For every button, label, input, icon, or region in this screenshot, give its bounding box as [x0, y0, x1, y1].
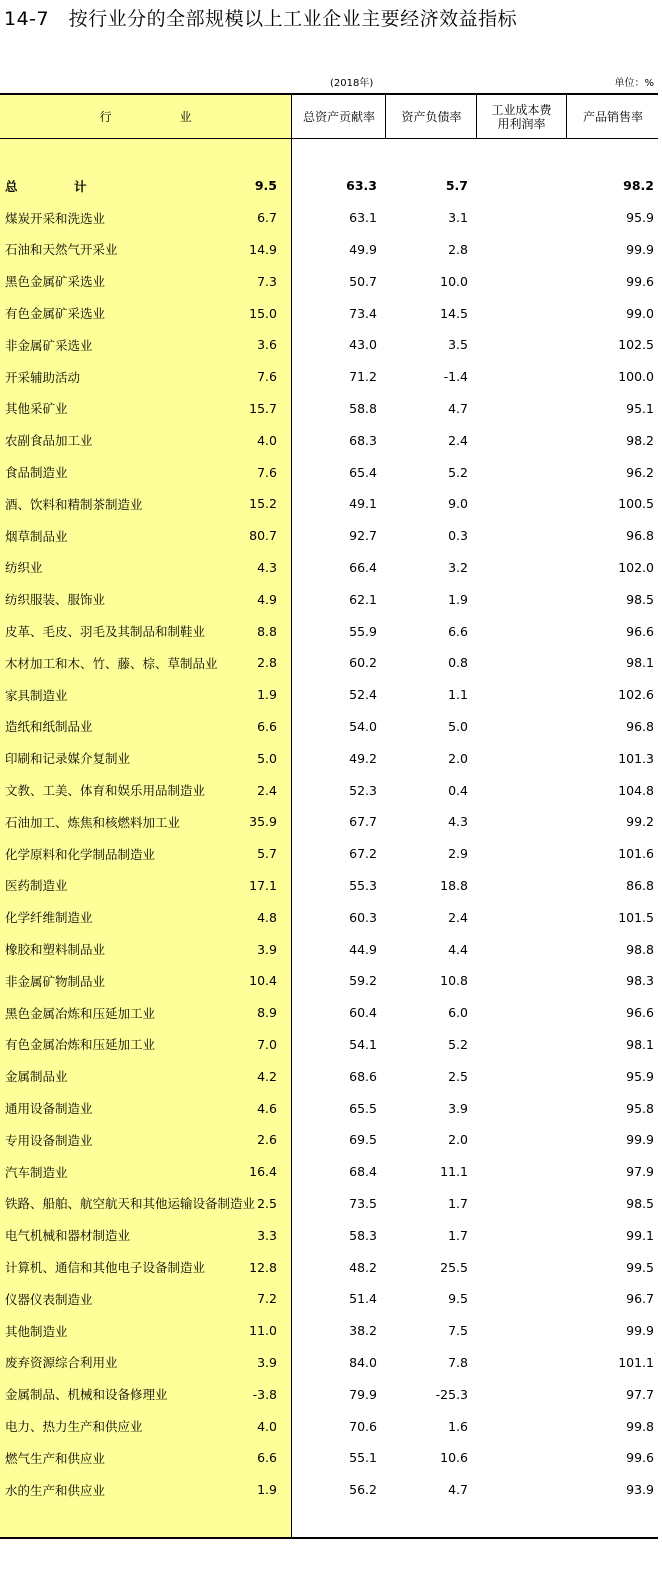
table-row	[0, 1188, 658, 1220]
sales-ratio-value: 99.6	[626, 1450, 654, 1466]
debt-ratio-value: 54.0	[349, 718, 377, 734]
total-asset-contribution-value: 80.7	[249, 528, 277, 544]
total-asset-contribution-value: 8.9	[257, 1005, 277, 1021]
cost-profit-ratio-value: 4.7	[448, 400, 468, 416]
sales-ratio-value: 99.9	[626, 241, 654, 257]
sales-ratio-value: 98.5	[626, 591, 654, 607]
industry-name: 金属制品业	[5, 1069, 68, 1085]
cost-profit-ratio-value: 0.4	[448, 782, 468, 798]
debt-ratio-value: 58.8	[349, 400, 377, 416]
industry-name: 黑色金属矿采选业	[5, 274, 106, 290]
total-asset-contribution-value: 4.3	[257, 559, 277, 575]
cost-profit-ratio-value: 9.5	[448, 1291, 468, 1307]
debt-ratio-value: 73.4	[349, 305, 377, 321]
industry-name: 煤炭开采和洗选业	[5, 210, 106, 226]
cost-profit-ratio-value: 10.8	[440, 973, 468, 989]
industry-name: 印刷和记录媒介复制业	[5, 751, 131, 767]
sales-ratio-value: 101.5	[618, 909, 654, 925]
sales-ratio-value: 98.2	[626, 432, 654, 448]
industry-name: 开采辅助活动	[5, 369, 81, 385]
table-row	[0, 1442, 658, 1474]
total-row	[0, 170, 658, 202]
cost-profit-ratio-value: 5.2	[448, 1036, 468, 1052]
cost-profit-ratio-value: 7.8	[448, 1354, 468, 1370]
industry-name: 纺织服装、服饰业	[5, 592, 106, 608]
industry-name: 仪器仪表制造业	[5, 1291, 93, 1307]
cost-profit-ratio-value: -1.4	[443, 369, 468, 385]
sales-ratio-value: 99.5	[626, 1259, 654, 1275]
sales-ratio-value: 96.7	[626, 1291, 654, 1307]
sales-ratio-value: 99.8	[626, 1418, 654, 1434]
table-row	[0, 679, 658, 711]
table-row	[0, 1410, 658, 1442]
debt-ratio-value: 65.5	[349, 1100, 377, 1116]
cost-profit-ratio-value: 2.4	[448, 432, 468, 448]
sales-ratio-value: 98.1	[626, 655, 654, 671]
industry-name: 燃气生产和供应业	[5, 1450, 106, 1466]
industry-name: 铁路、船舶、航空航天和其他运输设备制造业	[5, 1196, 256, 1212]
cost-profit-ratio-value: 2.0	[448, 1132, 468, 1148]
debt-ratio-value: 48.2	[349, 1259, 377, 1275]
table-row	[0, 488, 658, 520]
debt-ratio-value: 92.7	[349, 528, 377, 544]
industry-name: 烟草制品业	[5, 528, 68, 544]
industry-name: 计算机、通信和其他电子设备制造业	[5, 1260, 206, 1276]
industry-name: 有色金属冶炼和压延加工业	[5, 1037, 156, 1053]
industry-name: 皮革、毛皮、羽毛及其制品和制鞋业	[5, 624, 206, 640]
debt-ratio-value: 49.2	[349, 750, 377, 766]
unit-label: 单位：%	[614, 78, 654, 89]
sales-ratio-value: 95.9	[626, 210, 654, 226]
table-row	[0, 774, 658, 806]
sales-ratio-value: 96.2	[626, 464, 654, 480]
sales-ratio-value: 102.5	[618, 337, 654, 353]
table-row	[0, 520, 658, 552]
total-asset-contribution-value: 2.6	[257, 1132, 277, 1148]
industry-name: 非金属矿物制品业	[5, 973, 106, 989]
industry-name: 化学纤维制造业	[5, 910, 93, 926]
cost-profit-ratio-value: 3.9	[448, 1100, 468, 1116]
cost-profit-ratio-value: 11.1	[440, 1164, 468, 1180]
sales-ratio-value: 101.1	[618, 1354, 654, 1370]
sales-ratio-value: 100.5	[618, 496, 654, 512]
table-row	[0, 806, 658, 838]
debt-ratio-value: 67.7	[349, 814, 377, 830]
industry-name: 其他采矿业	[5, 401, 68, 417]
table-row	[0, 838, 658, 870]
cost-profit-ratio-value: 2.0	[448, 750, 468, 766]
debt-ratio-value: 52.3	[349, 782, 377, 798]
total-asset-contribution-value: 4.0	[257, 432, 277, 448]
cost-profit-ratio-value: 4.3	[448, 814, 468, 830]
sales-ratio-value: 98.1	[626, 1036, 654, 1052]
total-asset-contribution-value: 4.8	[257, 909, 277, 925]
cost-profit-ratio-value: -25.3	[435, 1386, 468, 1402]
table-row	[0, 393, 658, 425]
sales-ratio-value: 98.2	[623, 178, 654, 194]
total-asset-contribution-value: 4.0	[257, 1418, 277, 1434]
total-asset-contribution-value: 4.6	[257, 1100, 277, 1116]
debt-ratio-value: 58.3	[349, 1227, 377, 1243]
table-row	[0, 424, 658, 456]
debt-ratio-value: 79.9	[349, 1386, 377, 1402]
total-asset-contribution-value: 4.2	[257, 1068, 277, 1084]
industry-name: 电气机械和器材制造业	[5, 1228, 131, 1244]
debt-ratio-value: 56.2	[349, 1482, 377, 1498]
debt-ratio-value: 67.2	[349, 846, 377, 862]
debt-ratio-value: 55.9	[349, 623, 377, 639]
table-row	[0, 1124, 658, 1156]
debt-ratio-value: 84.0	[349, 1354, 377, 1370]
total-asset-contribution-value: 7.2	[257, 1291, 277, 1307]
table-row	[0, 1092, 658, 1124]
cost-profit-ratio-value: 6.6	[448, 623, 468, 639]
table-row	[0, 1219, 658, 1251]
debt-ratio-value: 50.7	[349, 273, 377, 289]
total-asset-contribution-value: 8.8	[257, 623, 277, 639]
table-row	[0, 1315, 658, 1347]
sales-ratio-value: 99.9	[626, 1132, 654, 1148]
header-industry	[0, 95, 291, 138]
total-asset-contribution-value: 6.6	[257, 1450, 277, 1466]
table-row	[0, 456, 658, 488]
header-cost-profit-ratio: 工业成本费用利润率	[476, 95, 566, 138]
sales-ratio-value: 100.0	[618, 369, 654, 385]
sales-ratio-value: 93.9	[626, 1482, 654, 1498]
debt-ratio-value: 62.1	[349, 591, 377, 607]
industry-name: 造纸和纸制品业	[5, 719, 93, 735]
sales-ratio-value: 102.6	[618, 687, 654, 703]
sales-ratio-value: 95.1	[626, 400, 654, 416]
sales-ratio-value: 98.3	[626, 973, 654, 989]
debt-ratio-value: 43.0	[349, 337, 377, 353]
industry-name: 汽车制造业	[5, 1164, 68, 1180]
table-row	[0, 933, 658, 965]
sales-ratio-value: 97.9	[626, 1164, 654, 1180]
total-asset-contribution-value: 6.7	[257, 210, 277, 226]
total-asset-contribution-value: 7.6	[257, 369, 277, 385]
cost-profit-ratio-value: 2.5	[448, 1068, 468, 1084]
debt-ratio-value: 63.1	[349, 210, 377, 226]
debt-ratio-value: 60.4	[349, 1005, 377, 1021]
debt-ratio-value: 55.3	[349, 877, 377, 893]
cost-profit-ratio-value: 3.5	[448, 337, 468, 353]
sales-ratio-value: 97.7	[626, 1386, 654, 1402]
debt-ratio-value: 68.6	[349, 1068, 377, 1084]
sales-ratio-value: 96.8	[626, 528, 654, 544]
debt-ratio-value: 49.1	[349, 496, 377, 512]
cost-profit-ratio-value: 2.8	[448, 241, 468, 257]
table-row	[0, 742, 658, 774]
cost-profit-ratio-value: 7.5	[448, 1323, 468, 1339]
cost-profit-ratio-value: 4.7	[448, 1482, 468, 1498]
table-row	[0, 1474, 658, 1506]
total-asset-contribution-value: 7.6	[257, 464, 277, 480]
sales-ratio-value: 99.0	[626, 305, 654, 321]
cost-profit-ratio-value: 10.0	[440, 273, 468, 289]
total-asset-contribution-value: 3.3	[257, 1227, 277, 1243]
total-asset-contribution-value: 10.4	[249, 973, 277, 989]
total-asset-contribution-value: 16.4	[249, 1164, 277, 1180]
sales-ratio-value: 104.8	[618, 782, 654, 798]
sales-ratio-value: 95.8	[626, 1100, 654, 1116]
industry-name: 木材加工和木、竹、藤、棕、草制品业	[5, 655, 218, 671]
header-total-asset-contribution: 总资产贡献率	[291, 95, 386, 138]
total-asset-contribution-value: 15.2	[249, 496, 277, 512]
total-asset-contribution-value: 3.9	[257, 941, 277, 957]
total-asset-contribution-value: 4.9	[257, 591, 277, 607]
sales-ratio-value: 98.5	[626, 1195, 654, 1211]
total-asset-contribution-value: 2.5	[257, 1195, 277, 1211]
cost-profit-ratio-value: 1.1	[448, 687, 468, 703]
cost-profit-ratio-value: 2.4	[448, 909, 468, 925]
debt-ratio-value: 73.5	[349, 1195, 377, 1211]
sales-ratio-value: 96.8	[626, 718, 654, 734]
cost-profit-ratio-value: 3.1	[448, 210, 468, 226]
debt-ratio-value: 63.3	[346, 178, 377, 194]
cost-profit-ratio-value: 14.5	[440, 305, 468, 321]
total-asset-contribution-value: 5.7	[257, 846, 277, 862]
cost-profit-ratio-value: 25.5	[440, 1259, 468, 1275]
debt-ratio-value: 60.2	[349, 655, 377, 671]
cost-profit-ratio-value: 5.7	[445, 178, 468, 194]
total-asset-contribution-value: 12.8	[249, 1259, 277, 1275]
industry-name: 电力、热力生产和供应业	[5, 1419, 143, 1435]
debt-ratio-value: 49.9	[349, 241, 377, 257]
cost-profit-ratio-value: 3.2	[448, 559, 468, 575]
industry-name: 金属制品、机械和设备修理业	[5, 1387, 168, 1403]
total-asset-contribution-value: 14.9	[249, 241, 277, 257]
table-row	[0, 1029, 658, 1061]
total-asset-contribution-value: 2.4	[257, 782, 277, 798]
industry-name: 食品制造业	[5, 465, 68, 481]
total-asset-contribution-value: 9.5	[254, 178, 277, 194]
cost-profit-ratio-value: 1.7	[448, 1227, 468, 1243]
cost-profit-ratio-value: 4.4	[448, 941, 468, 957]
sales-ratio-value: 95.9	[626, 1068, 654, 1084]
cost-profit-ratio-value: 18.8	[440, 877, 468, 893]
year-label: (2018年)	[330, 78, 374, 89]
table-row	[0, 901, 658, 933]
sales-ratio-value: 99.1	[626, 1227, 654, 1243]
cost-profit-ratio-value: 1.7	[448, 1195, 468, 1211]
cost-profit-ratio-value: 2.9	[448, 846, 468, 862]
table-row	[0, 647, 658, 679]
total-asset-contribution-value: 35.9	[249, 814, 277, 830]
total-asset-contribution-value: 5.0	[257, 750, 277, 766]
industry-name: 石油加工、炼焦和核燃料加工业	[5, 814, 181, 830]
table-row	[0, 615, 658, 647]
industry-name: 文教、工美、体育和娱乐用品制造业	[5, 783, 206, 799]
total-asset-contribution-value: 1.9	[257, 687, 277, 703]
industry-name: 橡胶和塑料制品业	[5, 942, 106, 958]
industry-name: 非金属矿采选业	[5, 337, 93, 353]
sales-ratio-value: 99.2	[626, 814, 654, 830]
table-row	[0, 711, 658, 743]
total-asset-contribution-value: 6.6	[257, 718, 277, 734]
cost-profit-ratio-value: 9.0	[448, 496, 468, 512]
sales-ratio-value: 98.8	[626, 941, 654, 957]
industry-name: 其他制造业	[5, 1323, 68, 1339]
table-row	[0, 965, 658, 997]
page-title: 14-7 按行业分的全部规模以上工业企业主要经济效益指标	[4, 8, 518, 30]
sales-ratio-value: 102.0	[618, 559, 654, 575]
table-header	[0, 95, 658, 139]
sales-ratio-value: 86.8	[626, 877, 654, 893]
table-row	[0, 1060, 658, 1092]
table-row	[0, 583, 658, 615]
cost-profit-ratio-value: 5.0	[448, 718, 468, 734]
total-asset-contribution-value: 3.6	[257, 337, 277, 353]
sales-ratio-value: 101.3	[618, 750, 654, 766]
data-table	[0, 93, 658, 1539]
debt-ratio-value: 70.6	[349, 1418, 377, 1434]
debt-ratio-value: 44.9	[349, 941, 377, 957]
debt-ratio-value: 65.4	[349, 464, 377, 480]
table-row	[0, 265, 658, 297]
header-industry-label: 行 业	[99, 109, 220, 124]
table-row	[0, 1347, 658, 1379]
debt-ratio-value: 60.3	[349, 909, 377, 925]
cost-profit-ratio-value: 0.8	[448, 655, 468, 671]
industry-name: 酒、饮料和精制茶制造业	[5, 496, 143, 512]
cost-profit-ratio-value: 1.6	[448, 1418, 468, 1434]
table-row	[0, 870, 658, 902]
industry-name: 水的生产和供应业	[5, 1482, 106, 1498]
header-debt-ratio: 资产负债率	[385, 95, 477, 138]
sales-ratio-value: 101.6	[618, 846, 654, 862]
debt-ratio-value: 71.2	[349, 369, 377, 385]
debt-ratio-value: 51.4	[349, 1291, 377, 1307]
industry-name: 通用设备制造业	[5, 1101, 93, 1117]
debt-ratio-value: 59.2	[349, 973, 377, 989]
table-row	[0, 329, 658, 361]
debt-ratio-value: 69.5	[349, 1132, 377, 1148]
cost-profit-ratio-value: 0.3	[448, 528, 468, 544]
total-asset-contribution-value: 7.0	[257, 1036, 277, 1052]
total-asset-contribution-value: 15.0	[249, 305, 277, 321]
debt-ratio-value: 68.4	[349, 1164, 377, 1180]
total-asset-contribution-value: 17.1	[249, 877, 277, 893]
sales-ratio-value: 99.9	[626, 1323, 654, 1339]
cost-profit-ratio-value: 10.6	[440, 1450, 468, 1466]
cost-profit-ratio-value: 6.0	[448, 1005, 468, 1021]
debt-ratio-value: 54.1	[349, 1036, 377, 1052]
total-asset-contribution-value: -3.8	[252, 1386, 277, 1402]
sales-ratio-value: 99.6	[626, 273, 654, 289]
industry-name: 专用设备制造业	[5, 1132, 93, 1148]
table-row	[0, 297, 658, 329]
debt-ratio-value: 55.1	[349, 1450, 377, 1466]
cost-profit-ratio-value: 1.9	[448, 591, 468, 607]
industry-name: 家具制造业	[5, 687, 68, 703]
industry-name: 有色金属矿采选业	[5, 306, 106, 322]
total-asset-contribution-value: 15.7	[249, 400, 277, 416]
industry-name: 石油和天然气开采业	[5, 242, 118, 258]
table-row	[0, 202, 658, 234]
industry-name: 农副食品加工业	[5, 433, 93, 449]
industry-name: 总 计	[5, 178, 109, 194]
table-row	[0, 552, 658, 584]
debt-ratio-value: 68.3	[349, 432, 377, 448]
table-row	[0, 361, 658, 393]
header-sales-ratio: 产品销售率	[566, 95, 659, 138]
sales-ratio-value: 96.6	[626, 1005, 654, 1021]
total-asset-contribution-value: 11.0	[249, 1323, 277, 1339]
industry-name: 化学原料和化学制品制造业	[5, 846, 156, 862]
debt-ratio-value: 52.4	[349, 687, 377, 703]
table-row	[0, 1156, 658, 1188]
table-row	[0, 1283, 658, 1315]
industry-name: 纺织业	[5, 560, 43, 576]
total-asset-contribution-value: 3.9	[257, 1354, 277, 1370]
industry-name: 医药制造业	[5, 878, 68, 894]
debt-ratio-value: 38.2	[349, 1323, 377, 1339]
total-asset-contribution-value: 2.8	[257, 655, 277, 671]
table-row	[0, 1251, 658, 1283]
table-row	[0, 1378, 658, 1410]
sales-ratio-value: 96.6	[626, 623, 654, 639]
cost-profit-ratio-value: 5.2	[448, 464, 468, 480]
total-asset-contribution-value: 1.9	[257, 1482, 277, 1498]
industry-name: 黑色金属冶炼和压延加工业	[5, 1005, 156, 1021]
total-asset-contribution-value: 7.3	[257, 273, 277, 289]
debt-ratio-value: 66.4	[349, 559, 377, 575]
table-row	[0, 997, 658, 1029]
table-row	[0, 234, 658, 266]
industry-name: 废弃资源综合利用业	[5, 1355, 118, 1371]
